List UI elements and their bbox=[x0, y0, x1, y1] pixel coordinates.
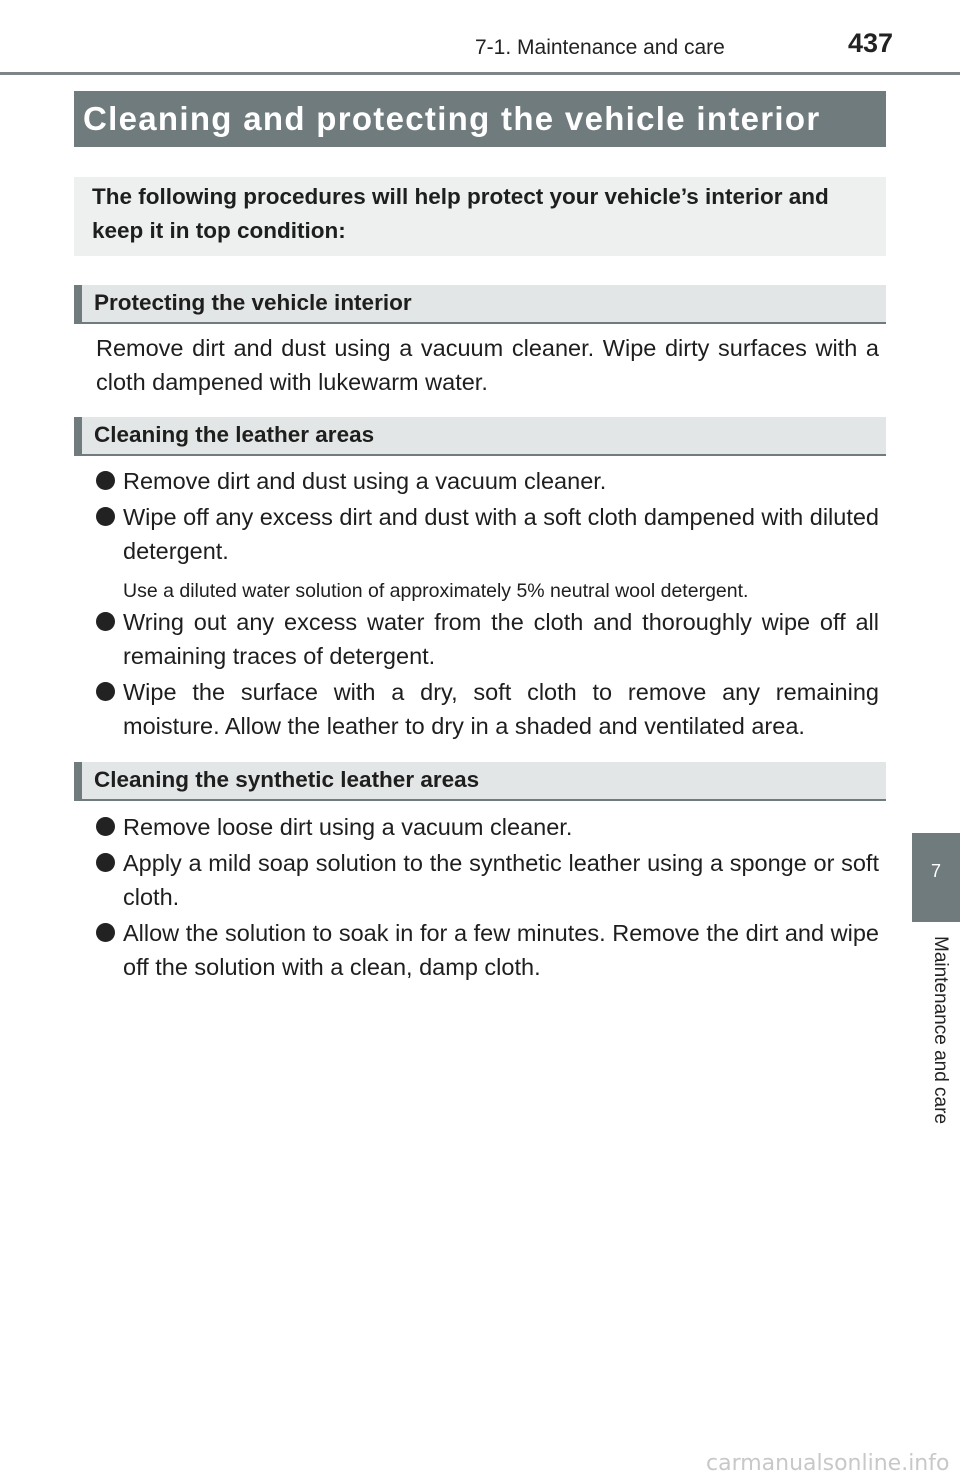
list-item-text: Apply a mild soap solution to the synthetic leather using a sponge or soft cloth. bbox=[123, 850, 879, 910]
bullet-dot-icon bbox=[96, 923, 115, 942]
list-item bbox=[96, 464, 879, 498]
list-item bbox=[96, 605, 879, 673]
intro-box: The following procedures will help protect your vehicle’s interior and keep it in top condition: bbox=[74, 177, 886, 256]
list-item-text: Remove loose dirt using a vacuum cleaner. bbox=[123, 814, 573, 840]
bullet-dot-icon bbox=[96, 682, 115, 701]
list-item-text: Remove dirt and dust using a vacuum cleaner. bbox=[123, 468, 607, 494]
bullet-dot-icon bbox=[96, 471, 115, 490]
section-heading-protecting: Protecting the vehicle interior bbox=[74, 285, 886, 324]
list-item bbox=[96, 675, 879, 743]
bullet-dot-icon bbox=[96, 612, 115, 631]
list-item-text: Wipe off any excess dirt and dust with a soft cloth dampened with diluted detergent. bbox=[123, 504, 879, 564]
list-item bbox=[96, 846, 879, 914]
list-item-text: Allow the solution to soak in for a few minutes. Remove the dirt and wipe off the solution with a clean, damp cloth. bbox=[123, 920, 879, 980]
bullet-dot-icon bbox=[96, 817, 115, 836]
section-heading-leather: Cleaning the leather areas bbox=[74, 417, 886, 456]
leather-note: Use a diluted water solution of approximately 5% neutral wool detergent. bbox=[123, 580, 749, 602]
watermark: carmanualsonline.info bbox=[706, 1451, 950, 1476]
list-item bbox=[96, 500, 879, 568]
list-item bbox=[96, 916, 879, 984]
bullet-dot-icon bbox=[96, 507, 115, 526]
list-item-text: Wipe the surface with a dry, soft cloth to remove any remaining moisture. Allow the leather to dry in a shaded and ventilated area. bbox=[123, 679, 879, 739]
list-item bbox=[96, 810, 879, 844]
header-section-title: 7-1. Maintenance and care bbox=[475, 36, 725, 59]
page-title: Cleaning and protecting the vehicle interior bbox=[74, 91, 886, 147]
bullet-dot-icon bbox=[96, 853, 115, 872]
page-number: 437 bbox=[848, 28, 894, 58]
section-heading-synthetic-leather: Cleaning the synthetic leather areas bbox=[74, 762, 886, 801]
section-paragraph-protecting: Remove dirt and dust using a vacuum cleaner. Wipe dirty surfaces with a cloth dampened with lukewarm water. bbox=[96, 335, 879, 395]
chapter-tab: 7 bbox=[912, 833, 960, 922]
chapter-tab-label: Maintenance and care bbox=[930, 936, 951, 1125]
list-item-text: Wring out any excess water from the cloth and thoroughly wipe off all remaining traces of detergent. bbox=[123, 609, 879, 669]
header-rule bbox=[0, 72, 960, 75]
